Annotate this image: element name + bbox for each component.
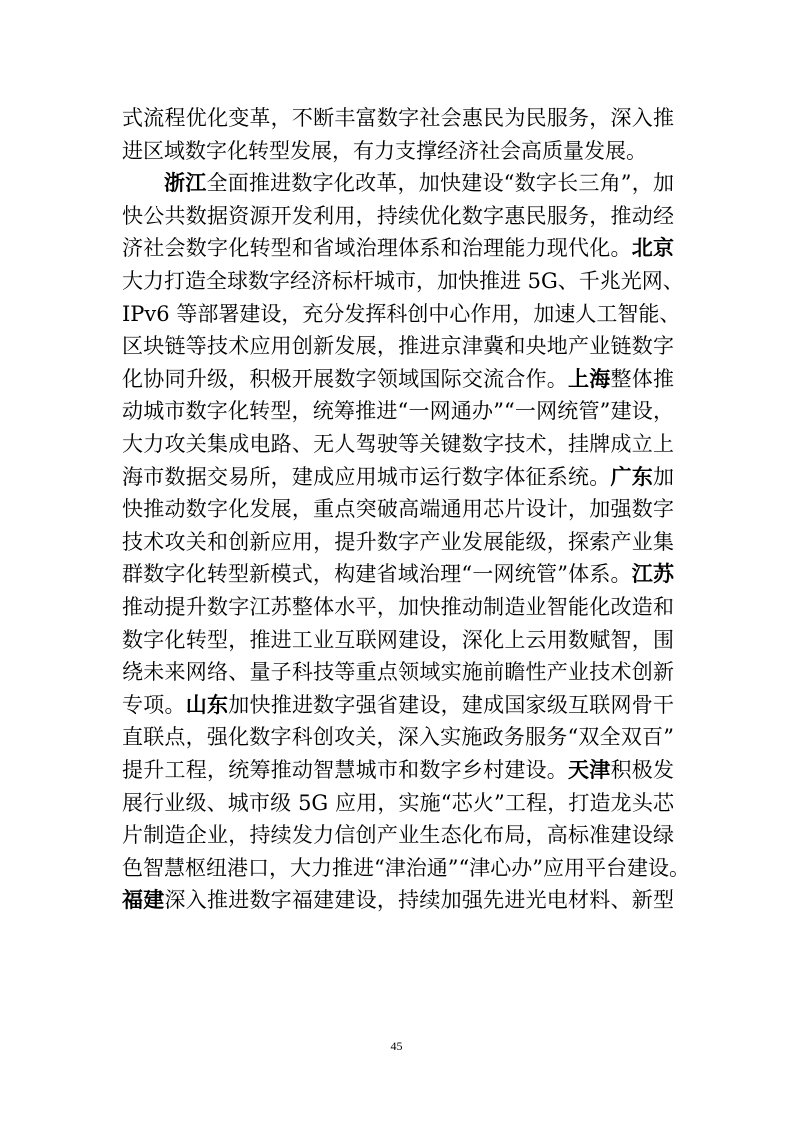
text-segment: 快推动数字化发展，重点突破高端通用芯片设计，加强数字 (122, 497, 674, 522)
text-segment: 推动提升数字江苏整体水平，加快推动制造业智能化改造和 (122, 595, 674, 619)
text-line (122, 266, 684, 296)
text-line (122, 788, 674, 818)
text-line (122, 136, 674, 166)
text-line (164, 168, 674, 198)
text-segment: 快公共数据资源开发利用，持续优化数字惠民服务，推动经 (122, 203, 674, 228)
text-segment: 式流程优化变革，不断丰富数字社会惠民为民服务，深入推 (122, 106, 674, 130)
text-line (122, 396, 674, 426)
text-segment: 积极发 (610, 758, 675, 782)
text-segment: 直联点，强化数字科创攻关，深入实施政务服务“双全双百” (122, 725, 674, 750)
text-line (122, 299, 681, 329)
text-segment: 区块链等技术应用创新发展，推进京津冀和央地产业链数字 (122, 334, 674, 359)
text-segment: 专项。 (122, 692, 186, 717)
region-name: 山东 (185, 691, 229, 717)
text-line (122, 494, 674, 524)
text-line (122, 820, 674, 850)
text-line (122, 853, 690, 883)
text-segment: 加快推进数字强省建设，建成国家级互联网骨干 (228, 692, 675, 717)
text-segment: 大力打造全球数字经济标杆城市，加快推进 5G、千兆光网、 (122, 269, 684, 293)
region-name: 天津 (568, 757, 611, 782)
text-segment: 绕未来网络、量子科技等重点领域实施前瞻性产业技术创新 (122, 660, 674, 685)
text-line (122, 657, 674, 687)
text-segment: 整体推 (610, 366, 675, 391)
text-segment: 加 (653, 464, 675, 489)
text-line (122, 462, 674, 492)
text-segment: 动城市数字化转型，统筹推进“一网通办”“一网统管”建设， (122, 399, 674, 424)
region-name: 江苏 (631, 561, 674, 587)
text-segment: IPv6 等部署建设，充分发挥科创中心作用，加速人工智能、 (122, 301, 681, 326)
text-line (122, 625, 674, 655)
text-segment: 全面推进数字化改革，加快建设“数字长三角”，加 (206, 171, 674, 196)
text-segment: 深入推进数字福建建设，持续加强先进光电材料、新型 (164, 888, 675, 913)
region-name: 上海 (568, 365, 611, 391)
text-line (122, 559, 674, 589)
text-line (122, 429, 674, 459)
text-line (122, 103, 674, 133)
text-line (122, 233, 674, 263)
text-line (122, 201, 674, 231)
text-segment: 济社会数字化转型和省域治理体系和治理能力现代化。 (122, 236, 632, 261)
text-line (122, 364, 674, 394)
text-segment: 海市数据交易所，建成应用城市运行数字体征系统。 (122, 464, 611, 489)
text-line (122, 722, 674, 752)
text-segment: 大力攻关集成电路、无人驾驶等关键数字技术，挂牌成立上 (122, 432, 674, 456)
text-line (122, 331, 674, 361)
region-name: 浙江 (164, 170, 207, 196)
region-name: 北京 (631, 235, 675, 261)
text-line (122, 592, 674, 622)
text-segment: 群数字化转型新模式，构建省域治理“一网统管”体系。 (122, 562, 632, 587)
text-line (122, 755, 674, 785)
text-segment: 展行业级、城市级 5G 应用，实施“芯火”工程，打造龙头芯 (122, 790, 674, 815)
text-line (122, 885, 674, 915)
text-segment: 提升工程，统筹推动智慧城市和数字乡村建设。 (122, 758, 569, 782)
text-segment: 数字化转型，推进工业互联网建设，深化上云用数赋智，围 (122, 627, 674, 652)
text-segment: 片制造企业，持续发力信创产业生态化布局，高标准建设绿 (122, 823, 674, 848)
text-segment: 技术攻关和创新应用，提升数字产业发展能级，探索产业集 (122, 529, 674, 554)
text-line (122, 527, 674, 557)
text-segment: 化协同升级，积极开展数字领域国际交流合作。 (122, 366, 569, 391)
text-segment: 色智慧枢纽港口，大力推进“津治通”“津心办”应用平台建设。 (122, 855, 690, 880)
page-number: 45 (390, 1039, 403, 1053)
text-line (122, 690, 674, 720)
region-name: 福建 (122, 887, 165, 913)
text-segment: 进区域数字化转型发展，有力支撑经济社会高质量发展。 (122, 138, 647, 163)
region-name: 广东 (610, 463, 654, 489)
